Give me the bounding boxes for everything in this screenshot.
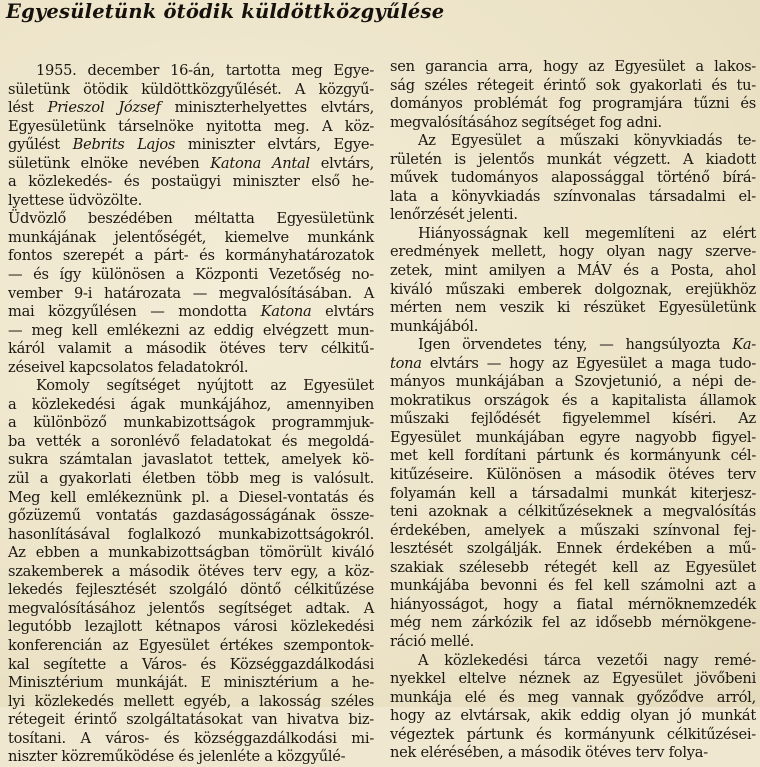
text-line: eredmények mellett, hogy olyan nagy szerve- bbox=[390, 243, 756, 261]
text-line: lyi közlekedés mellett egyéb, a lakosság széles bbox=[8, 692, 374, 710]
paragraph bbox=[8, 377, 374, 766]
text-line: dományos problémát fog programjára tűzni és bbox=[390, 95, 756, 113]
text-line: nyekkel eltelve néznek az Egyesület jövőbeni bbox=[390, 670, 756, 688]
text-line: gőzüzemű vontatás gazdaságosságának össze- bbox=[8, 507, 374, 525]
text-line: Az ebben a munkabizottságban tömörült kiváló bbox=[8, 544, 374, 562]
article-title: Egyesületünk ötödik küldöttközgyűlése bbox=[6, 0, 445, 23]
text-line: konferencián az Egyesület értékes szempontok- bbox=[8, 636, 374, 654]
text-line: tona elvtárs — hogy az Egyesület a maga tudo- bbox=[390, 354, 756, 372]
text-line: műszaki fejlődését figyelemmel kíséri. Az bbox=[390, 410, 756, 428]
paragraph bbox=[8, 210, 374, 377]
text-line: — és így különösen a Központi Vezetőség no- bbox=[8, 266, 374, 284]
left-column bbox=[8, 62, 374, 767]
text-line: gyűlést Bebrits Lajos miniszter elvtárs, Egye- bbox=[8, 136, 374, 154]
text-line: ráció mellé. bbox=[390, 632, 475, 650]
text-line: sületünk ötödik küldöttközgyűlését. A közgyű- bbox=[8, 80, 374, 98]
text-line: ság széles rétegeit érintő sok gyakorlati és tu- bbox=[390, 76, 756, 94]
text-line: lekedés fejlesztését szolgáló döntő célkitűzése bbox=[8, 581, 374, 599]
text-line: zül a gyakorlati életben több meg is valósult. bbox=[8, 470, 374, 488]
text-line: met kell fordítani pártunk és kormányunk cél- bbox=[390, 447, 756, 465]
text-line: Egyesület munkájában egyre nagyobb figyel- bbox=[390, 428, 756, 446]
text-line: a különböző munkabizottságok programmjuk- bbox=[8, 414, 374, 432]
text-line: niszter közreműködése és jelenléte a közgyűlé- bbox=[8, 748, 346, 766]
text-line: A közlekedési tárca vezetői nagy remé- bbox=[418, 651, 756, 669]
text-line: munkájának jelentőségét, kiemelve munkánk bbox=[8, 228, 374, 246]
text-line: Hiányosságnak kell megemlíteni az elért bbox=[418, 224, 756, 242]
text-line: sületünk elnöke nevében Katona Antal elvtárs, bbox=[8, 154, 374, 172]
text-line: megvalósításához jelentős segítséget adtak. A bbox=[8, 599, 374, 617]
paragraph bbox=[390, 336, 756, 651]
text-line: vember 9-i határozata — megvalósításában. A bbox=[8, 284, 374, 302]
text-line: munkájából. bbox=[390, 317, 479, 335]
paragraph bbox=[390, 58, 756, 132]
paragraph bbox=[390, 225, 756, 336]
text-line: Minisztérium munkáját. E minisztérium a he- bbox=[8, 674, 374, 692]
text-line: kiváló műszaki emberek dolgoznak, erejükhöz bbox=[390, 280, 756, 298]
text-line: fontos szerepét a párt- és kormányhatározatok bbox=[8, 247, 374, 265]
text-line: Igen örvendetes tény, — hangsúlyozta Ka- bbox=[418, 336, 756, 354]
text-line: lést Prieszol József miniszterhelyettes elvtárs, bbox=[8, 99, 374, 117]
text-line: rétegeit érintő szolgáltatásokat van hivatva biz- bbox=[8, 711, 374, 729]
text-line: Komoly segítséget nyújtott az Egyesület bbox=[36, 377, 374, 395]
text-line: Üdvözlő beszédében méltatta Egyesületünk bbox=[8, 210, 374, 228]
text-line: megvalósításához segítséget fog adni. bbox=[390, 113, 662, 131]
text-line: Az Egyesület a műszaki könyvkiadás te- bbox=[418, 132, 756, 150]
text-line: — meg kell emlékezni az eddig elvégzett mun- bbox=[8, 321, 374, 339]
text-line: 1955. december 16-án, tartotta meg Egye- bbox=[36, 62, 374, 79]
text-line: még nem zárkózik fel az idősebb mérnökgene- bbox=[390, 614, 756, 632]
text-line: Meg kell emlékeznünk pl. a Diesel-vontatás és bbox=[8, 488, 374, 506]
paragraph bbox=[390, 652, 756, 763]
paragraph bbox=[8, 62, 374, 210]
text-line: kitűzéseire. Különösen a második ötéves terv bbox=[390, 466, 756, 484]
text-line: érdekében, amelyek a műszaki színvonal fej- bbox=[390, 521, 756, 539]
text-line: lesztését szolgálják. Ennek érdekében a mű- bbox=[390, 540, 756, 558]
text-line: végeztek pártunk és kormányunk célkitűzései- bbox=[390, 725, 756, 743]
text-line: munkájába bevonni és fel kell számolni azt a bbox=[390, 577, 756, 595]
text-line: mokratikus országok és a kapitalista államok bbox=[390, 391, 756, 409]
text-line: mai közgyűlésen — mondotta Katona elvtárs bbox=[8, 303, 375, 321]
text-line: hasonlításával foglalkozó munkabizottságokról. bbox=[8, 525, 374, 543]
text-line: szakiak szélesebb rétegét kell az Egyesület bbox=[390, 558, 756, 576]
text-line: káról valamit a második ötéves terv célkitű- bbox=[8, 340, 374, 358]
text-line: mérten nem veszik ki részüket Egyesületünk bbox=[390, 299, 756, 317]
text-line: Egyesületünk társelnöke nyitotta meg. A köz- bbox=[8, 117, 374, 135]
text-line: teni azoknak a célkitűzéseknek a megvalósítás bbox=[390, 503, 756, 521]
text-line: munkája elé és meg vannak győződve arról, bbox=[390, 688, 756, 706]
text-line: zéseivel kapcsolatos feladatokról. bbox=[8, 358, 249, 376]
text-line: mányos munkájában a Szovjetunió, a népi de- bbox=[390, 373, 756, 391]
text-line: ba vették a soronlévő feladatokat és megoldá- bbox=[8, 432, 374, 450]
text-line: lyettese üdvözölte. bbox=[8, 191, 142, 209]
text-line: sen garancia arra, hogy az Egyesület a lakos- bbox=[390, 58, 756, 75]
text-line: tosítani. A város- és községgazdálkodási mi- bbox=[8, 729, 374, 747]
text-line: sukra számtalan javaslatot tettek, amelyek kö- bbox=[8, 451, 374, 469]
text-line: nek elérésében, a második ötéves terv folya- bbox=[390, 744, 708, 762]
text-line: művek tudományos alapossággal történő bírá- bbox=[390, 169, 756, 187]
text-line: hogy az elvtársak, akik eddig olyan jó munkát bbox=[390, 707, 756, 725]
text-line: a közlekedési ágak munkájához, amennyiben bbox=[8, 395, 374, 413]
text-line: a közlekedés- és postaügyi miniszter első he- bbox=[8, 173, 374, 191]
text-line: szakemberek a második ötéves terv egy, a köz- bbox=[8, 562, 374, 580]
text-line: hiányosságot, hogy a fiatal mérnöknemzedék bbox=[390, 595, 756, 613]
text-line: folyamán kell a társadalmi munkát kiterjesz- bbox=[390, 484, 756, 502]
text-line: legutóbb lezajlott kétnapos városi közlekedési bbox=[8, 618, 374, 636]
text-line: lenőrzését jelenti. bbox=[390, 206, 518, 224]
text-line: kal segítette a Város- és Községgazdálkodási bbox=[8, 655, 374, 673]
text-line: zetek, mint amilyen a MÁV és a Posta, ahol bbox=[390, 262, 756, 280]
right-column bbox=[390, 58, 756, 763]
paragraph bbox=[390, 132, 756, 225]
text-line: rületén is jelentős munkát végzett. A kiadott bbox=[390, 150, 756, 168]
text-line: lata a könyvkiadás színvonalas társadalmi el- bbox=[390, 187, 756, 205]
